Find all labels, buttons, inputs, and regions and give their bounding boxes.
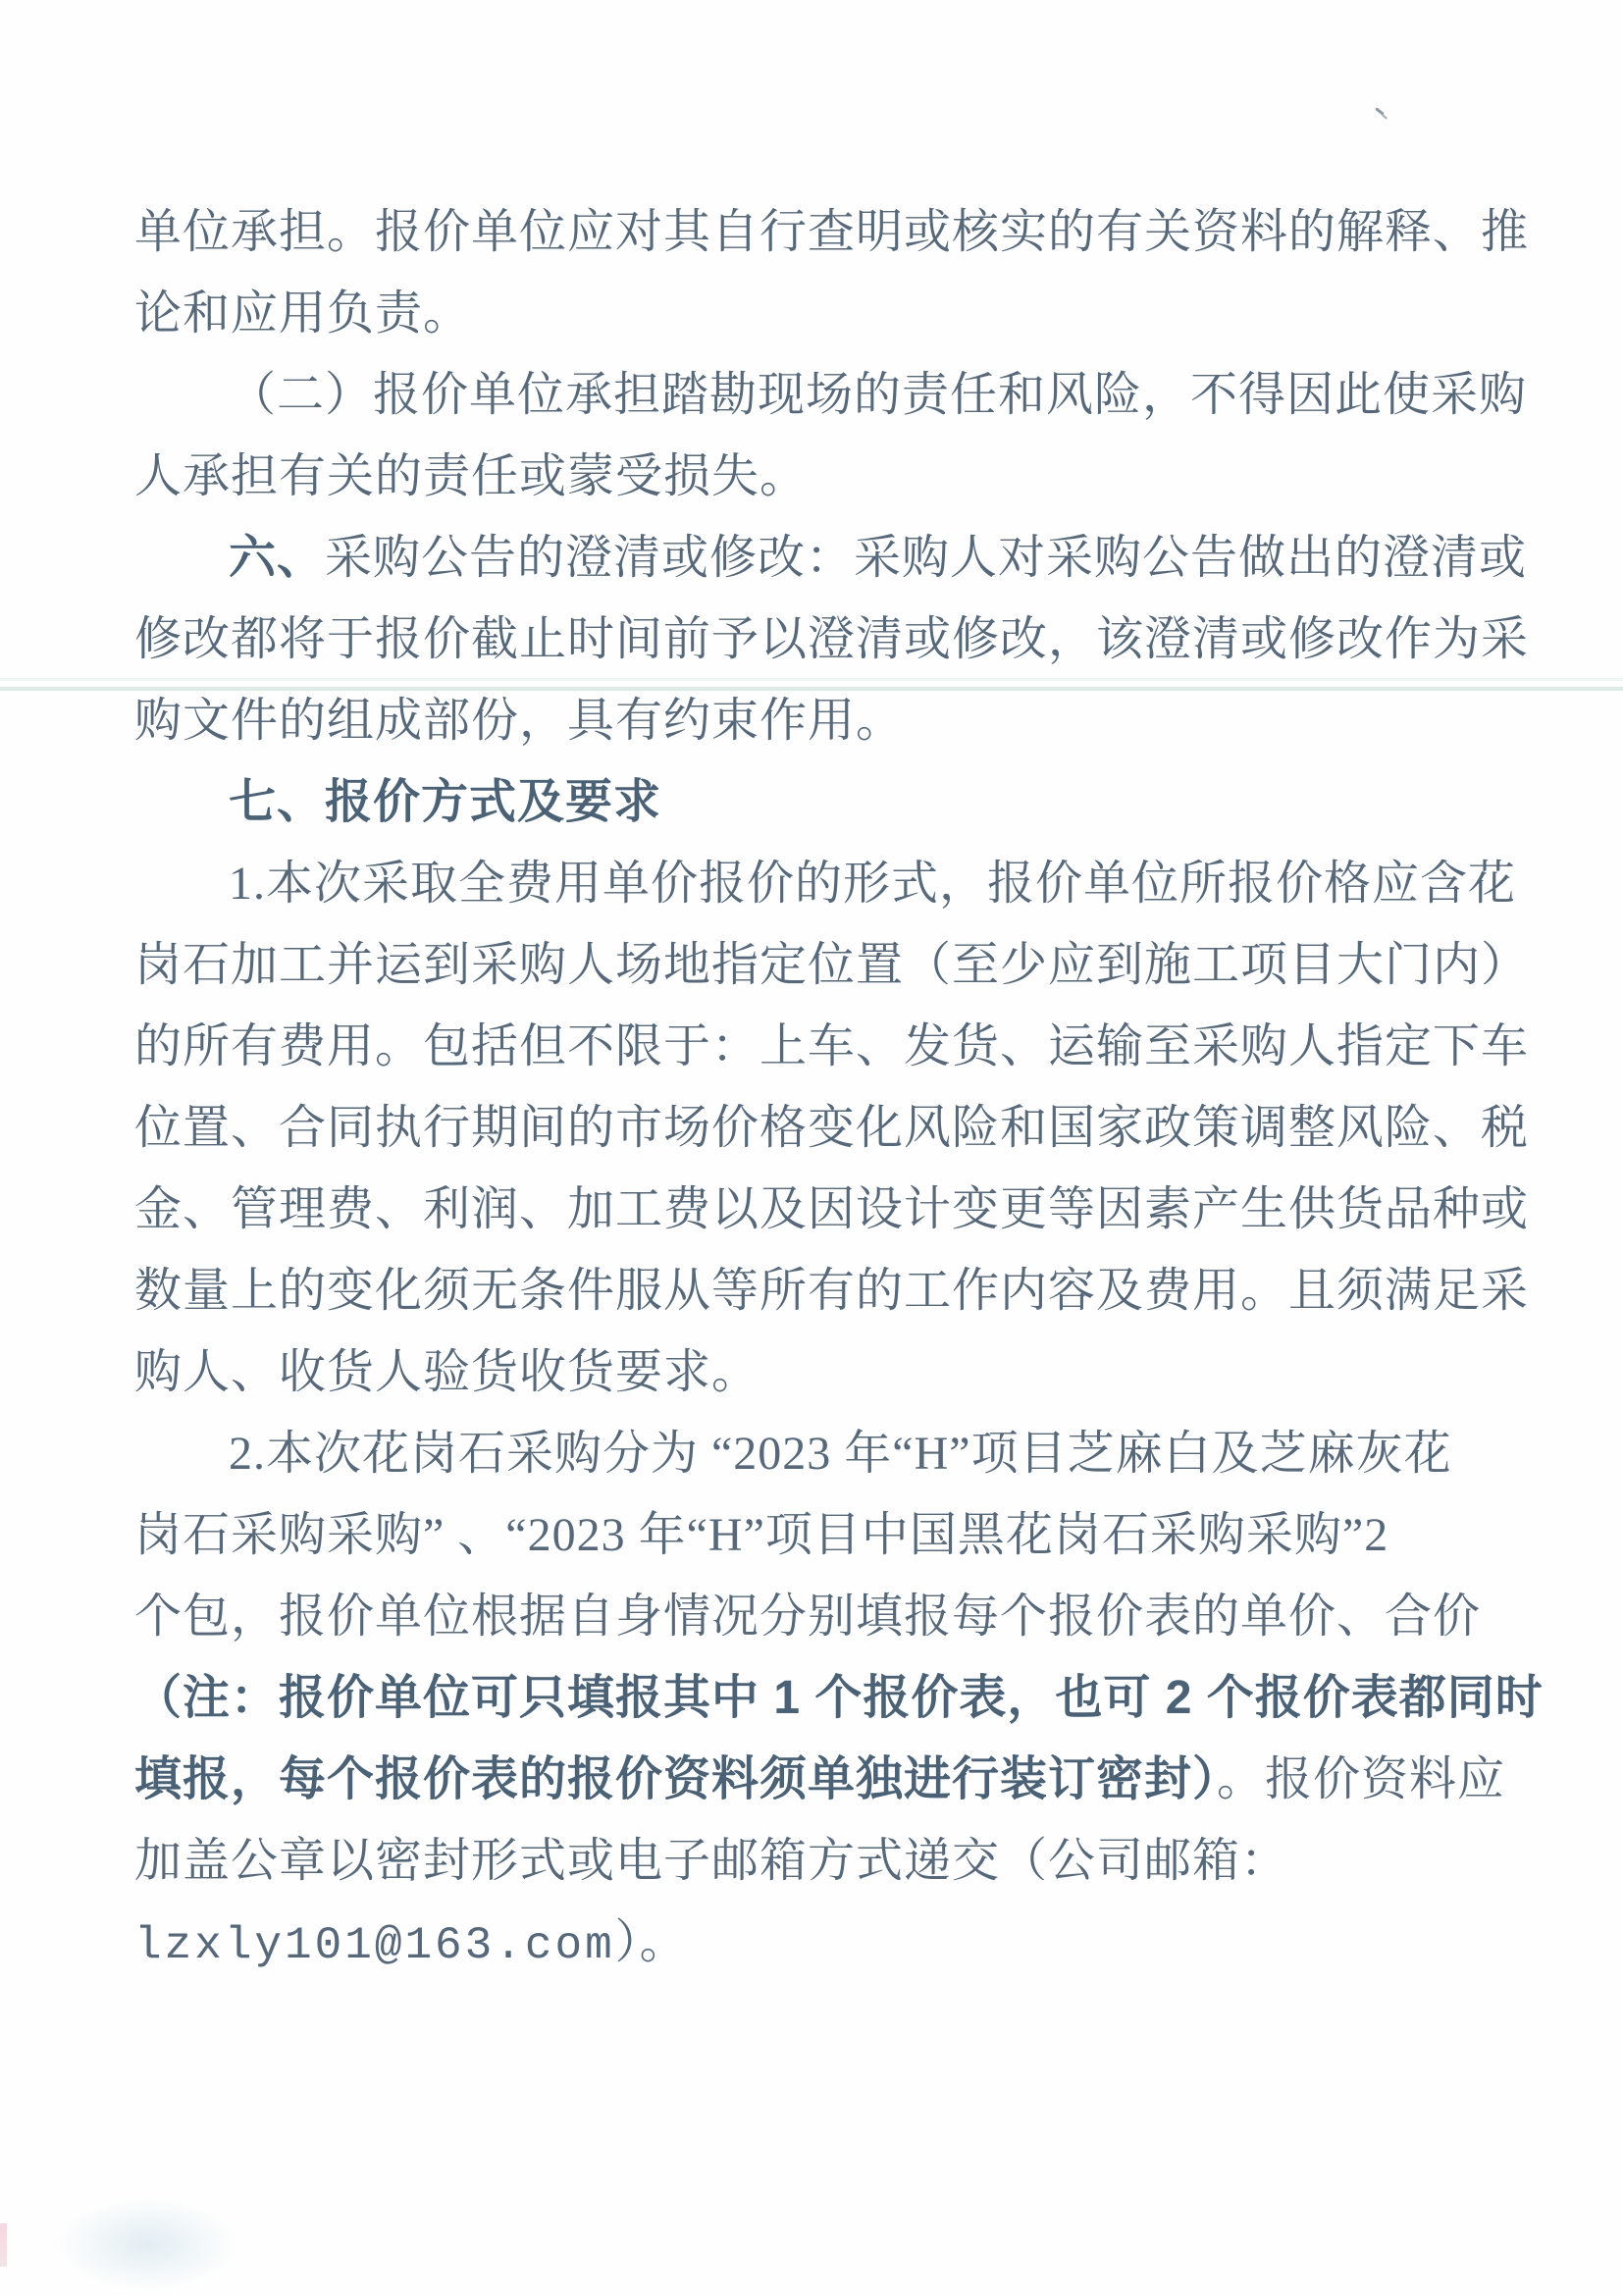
text-line <box>134 1331 1489 1413</box>
text-segment: ）。 <box>614 1916 688 1968</box>
text-segment: 2.本次花岗石采购分为 “2023 年“H”项目芝麻白及芝麻灰花 <box>229 1428 1452 1480</box>
section-number: 六、 <box>229 532 326 584</box>
text-segment: 购文件的组成部份，具有约束作用。 <box>134 695 905 747</box>
scan-speck-icon <box>1375 108 1390 122</box>
text-line <box>134 1902 1489 1983</box>
text-line <box>134 1250 1530 1331</box>
text-segment: 购人、收货人验货收货要求。 <box>134 1346 760 1398</box>
text-line <box>134 1169 1530 1250</box>
text-line <box>134 273 1489 354</box>
scan-smudge <box>0 2223 7 2267</box>
text-segment: 岗石采购采购” 、“2023 年“H”项目中国黑花岗石采购采购”2 <box>134 1509 1389 1561</box>
text-segment: 金、管理费、利润、加工费以及因设计变更等因素产生供货品种或 <box>134 1183 1530 1235</box>
text-line <box>134 1494 1489 1576</box>
text-line <box>134 1576 1489 1657</box>
text-segment: 。报价资料应 <box>1217 1753 1506 1805</box>
text-segment: 采购公告的澄清或修改：采购人对采购公告做出的澄清或 <box>325 532 1528 584</box>
text-segment: 岗石加工并运到采购人场地指定位置（至少应到施工项目大门内） <box>134 939 1530 991</box>
text-segment: 修改都将于报价截止时间前予以澄清或修改，该澄清或修改作为采 <box>134 613 1530 665</box>
scan-smudge <box>59 2198 236 2291</box>
text-segment: 加盖公章以密封形式或电子邮箱方式递交（公司邮箱： <box>134 1835 1289 1887</box>
note-bold-text: （注：报价单位可只填报其中 1 个报价表，也可 2 个报价表都同时 <box>134 1672 1544 1724</box>
text-line <box>134 924 1530 1006</box>
text-segment: 数量上的变化须无条件服从等所有的工作内容及费用。且须满足采 <box>134 1265 1530 1317</box>
note-bold-text: 填报，每个报价表的报价资料须单独进行装订密封） <box>134 1753 1218 1805</box>
text-line <box>134 1087 1530 1169</box>
text-segment: （二）报价单位承担踏勘现场的责任和风险，不得因此使采购 <box>229 369 1528 421</box>
note-line <box>134 1739 1506 1820</box>
text-segment: 个包，报价单位根据自身情况分别填报每个报价表的单价、合价 <box>134 1591 1482 1643</box>
text-segment: 的所有费用。包括但不限于：上车、发货、运输至采购人指定下车 <box>134 1020 1530 1072</box>
text-segment: 人承担有关的责任或蒙受损失。 <box>134 450 809 502</box>
text-segment: 位置、合同执行期间的市场价格变化风险和国家政策调整风险、税 <box>134 1102 1530 1154</box>
text-segment: 单位承担。报价单位应对其自行查明或核实的有关资料的解释、推 <box>134 206 1530 258</box>
text-line <box>134 191 1530 273</box>
text-line <box>134 1006 1530 1087</box>
text-line <box>134 1820 1489 1902</box>
text-line <box>134 843 1517 924</box>
email-address: lzxly101@163.com <box>134 1920 615 1971</box>
text-segment: 论和应用负责。 <box>134 287 472 339</box>
text-line <box>134 517 1528 599</box>
text-line <box>134 354 1528 436</box>
text-line <box>134 1413 1489 1494</box>
text-line <box>134 436 1489 517</box>
text-line <box>134 599 1530 680</box>
heading-text: 七、报价方式及要求 <box>229 776 662 828</box>
section-heading <box>134 761 1489 843</box>
document-body <box>134 191 1544 1983</box>
text-segment: 1.本次采取全费用单价报价的形式，报价单位所报价格应含花 <box>229 858 1517 910</box>
text-line <box>134 680 1489 761</box>
note-line <box>134 1657 1544 1739</box>
